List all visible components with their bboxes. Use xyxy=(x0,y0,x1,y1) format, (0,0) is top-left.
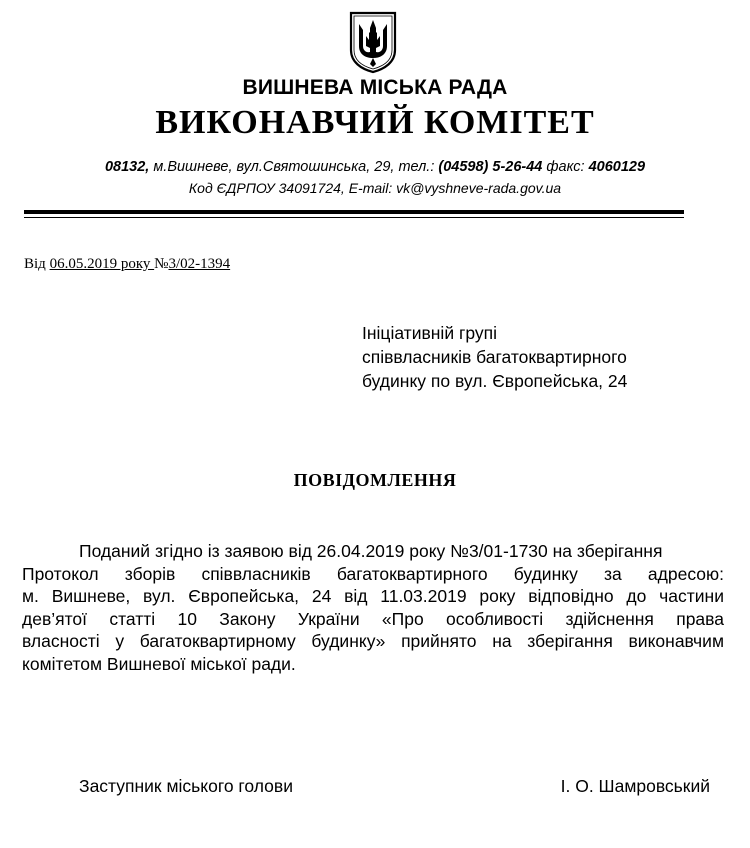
header-divider-thin xyxy=(24,217,684,218)
recipient-line: будинку по вул. Європейська, 24 xyxy=(362,371,628,391)
recipient-line: співвласників багатоквартирного xyxy=(362,347,627,367)
committee-name: ВИКОНАВЧИЙ КОМІТЕТ xyxy=(155,104,595,141)
fax-label: факс: xyxy=(542,159,589,175)
code-email-line: Код ЄДРПОУ 34091724, E-mail: vk@vyshneve-rada.gov.ua xyxy=(188,180,562,196)
phone-number: (04598) 5-26-44 xyxy=(438,159,543,175)
body-line: комітетом Вишневої міської ради. xyxy=(22,653,296,674)
body-line: Поданий згідно із заявою від 26.04.2019 року №3/01-1730 на зберігання xyxy=(79,541,663,561)
body-line: Протокол зборів співвласників багатоквартирного будинку за адресою: xyxy=(22,563,724,584)
recipient-block xyxy=(362,321,627,393)
council-name: ВИШНЕВА МІСЬКА РАДА xyxy=(242,76,508,99)
body-line: м. Вишневе, вул. Європейська, 24 від 11.03.2019 року відповідно до частини xyxy=(22,586,724,606)
reference-date: 06.05.2019 року xyxy=(49,256,155,272)
signatory-name: І. О. Шамровський xyxy=(560,776,710,796)
reference-number-sign: № xyxy=(154,256,169,272)
signatory-position: Заступник міського голови xyxy=(79,776,293,796)
address-line xyxy=(0,159,750,175)
fax-number: 4060129 xyxy=(588,159,646,175)
body-line: дев’ятої статті 10 Закону України «Про особливості здійснення права xyxy=(22,608,724,629)
reference-prefix: Від xyxy=(24,256,50,272)
notice-body xyxy=(22,540,724,675)
reference-number: 3/02-1394 xyxy=(168,256,231,272)
postcode: 08132, xyxy=(104,159,150,175)
body-line: власності у багатоквартирному будинку» прийнято на зберігання виконавчим xyxy=(22,631,724,651)
street-address: м.Вишневе, вул.Святошинська, 29, тел.: xyxy=(149,159,439,175)
notice-title: ПОВІДОМЛЕННЯ xyxy=(293,470,457,490)
recipient-line: Ініціативній групі xyxy=(362,323,497,343)
header-divider-thick xyxy=(24,210,684,214)
document-reference xyxy=(24,256,230,273)
trident-emblem-icon xyxy=(347,10,399,74)
